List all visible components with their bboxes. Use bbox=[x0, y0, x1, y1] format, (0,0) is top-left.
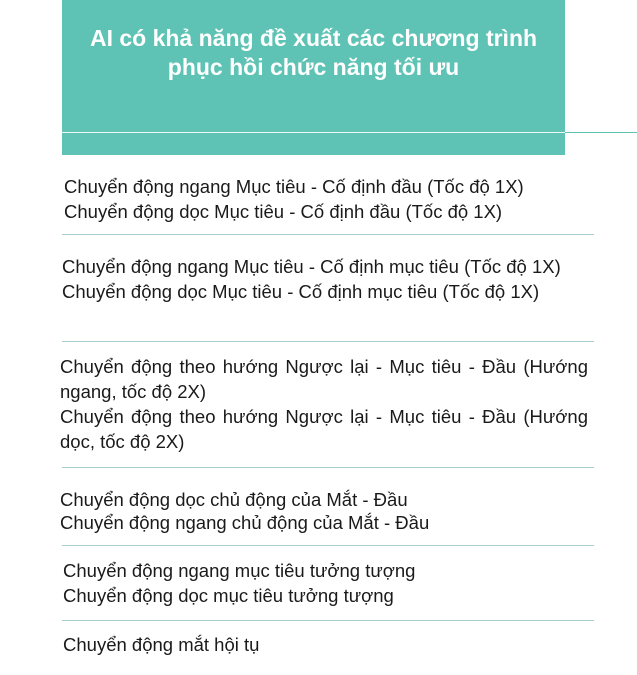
section-divider bbox=[62, 467, 594, 468]
exercise-group-1 bbox=[64, 174, 604, 224]
exercise-group-2 bbox=[62, 254, 590, 304]
header-divider bbox=[62, 132, 637, 133]
exercise-item: Chuyển động dọc Mục tiêu - Cố định mục tiêu (Tốc độ 1X) bbox=[62, 281, 540, 302]
exercise-item: Chuyển động dọc chủ động của Mắt - Đầu bbox=[60, 489, 408, 510]
section-divider bbox=[62, 234, 594, 235]
section-divider bbox=[62, 545, 594, 546]
exercise-item: Chuyển động ngang chủ động của Mắt - Đầu bbox=[60, 512, 430, 533]
exercise-group-6 bbox=[63, 632, 603, 657]
exercise-group-5 bbox=[63, 558, 603, 608]
section-divider bbox=[62, 620, 594, 621]
page-title: AI có khả năng đề xuất các chương trình phục hồi chức năng tối ưu bbox=[89, 25, 538, 80]
exercise-item: Chuyển động theo hướng Ngược lại - Mục tiêu - Đầu (Hướng dọc, tốc độ 2X) bbox=[60, 406, 588, 452]
exercise-item: Chuyển động ngang mục tiêu tưởng tượng bbox=[63, 560, 416, 581]
exercise-group-3 bbox=[60, 354, 588, 454]
exercise-group-4 bbox=[60, 488, 600, 534]
section-divider bbox=[62, 341, 594, 342]
exercise-item: Chuyển động ngang Mục tiêu - Cố định mục tiêu (Tốc độ 1X) bbox=[62, 256, 561, 277]
exercise-item: Chuyển động ngang Mục tiêu - Cố định đầu (Tốc độ 1X) bbox=[64, 176, 524, 197]
exercise-item: Chuyển động mắt hội tụ bbox=[63, 634, 260, 655]
exercise-item: Chuyển động dọc mục tiêu tưởng tượng bbox=[63, 585, 394, 606]
header-divider-extension bbox=[565, 132, 637, 133]
exercise-item: Chuyển động theo hướng Ngược lại - Mục tiêu - Đầu (Hướng ngang, tốc độ 2X) bbox=[60, 356, 588, 402]
exercise-item: Chuyển động dọc Mục tiêu - Cố định đầu (Tốc độ 1X) bbox=[64, 201, 503, 222]
